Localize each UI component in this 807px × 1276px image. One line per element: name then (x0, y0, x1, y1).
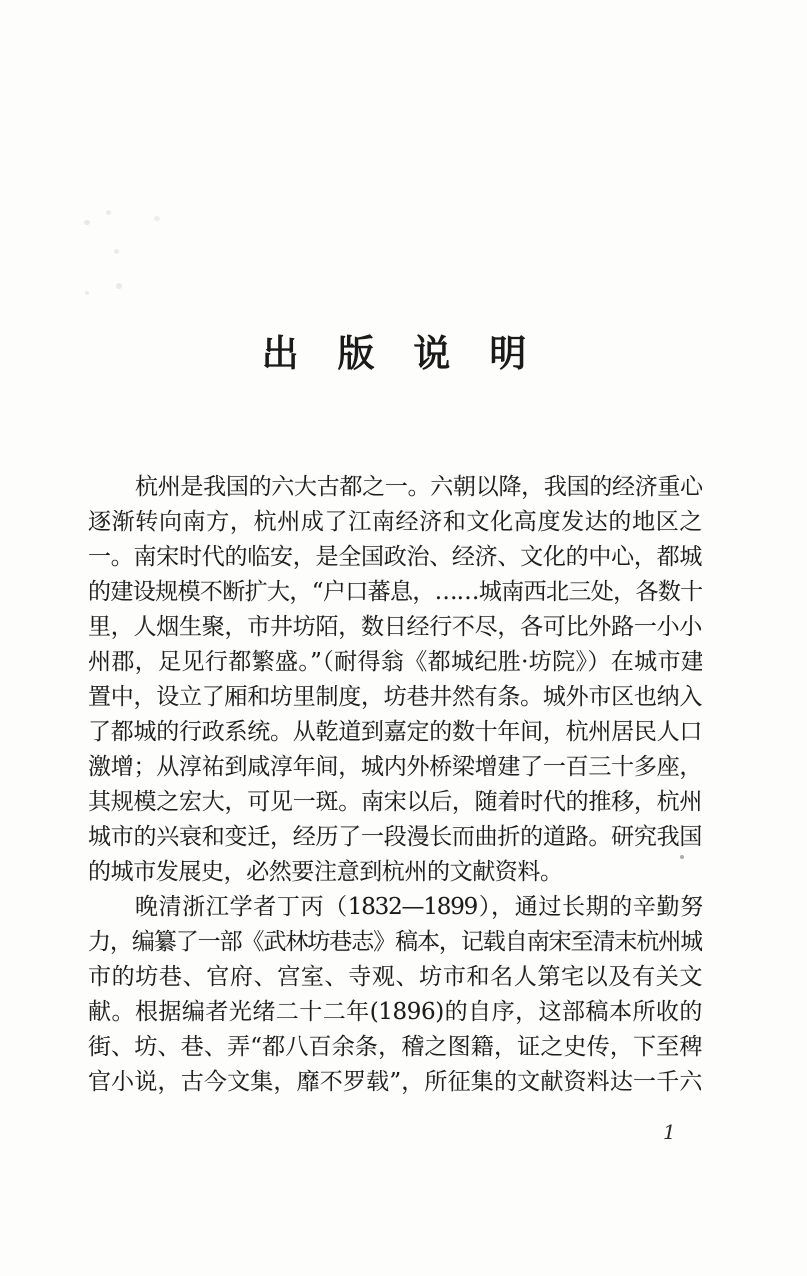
page-title: 出 版 说 明 (261, 330, 529, 375)
text-line: 晚清浙江学者丁丙（1832—1899），通过长期的辛勤努 (135, 894, 702, 920)
scan-speck (114, 249, 119, 254)
text-line: 献。根据编者光绪二十二年(1896)的自序，这部稿本所收的 (88, 999, 702, 1025)
scan-speck (106, 210, 111, 215)
page-number: 1 (663, 1120, 676, 1144)
text-line: 逐渐转向南方，杭州成了江南经济和文化高度发达的地区之 (88, 509, 702, 535)
text-line: 激增；从淳祐到咸淳年间，城内外桥梁增建了一百三十多座， (88, 754, 702, 780)
text-line: 州郡，足见行都繁盛。”（耐得翁《都城纪胜·坊院》）在城市建 (88, 649, 702, 675)
text-line: 的城市发展史，必然要注意到杭州的文献资料。 (88, 859, 563, 885)
text-line: 一。南宋时代的临安，是全国政治、经济、文化的中心，都城 (88, 544, 702, 570)
text-line: 置中，设立了厢和坊里制度，坊巷井然有条。城外市区也纳入 (88, 684, 702, 710)
text-line: 街、坊、巷、弄“都八百余条，稽之图籍，证之史传，下至稗 (88, 1034, 702, 1060)
text-line: 里，人烟生聚，市井坊陌，数日经行不尽，各可比外路一小小 (88, 614, 702, 640)
text-line: 杭州是我国的六大古都之一。六朝以降，我国的经济重心 (135, 474, 702, 500)
text-line: 其规模之宏大，可见一斑。南宋以后，随着时代的推移，杭州 (88, 789, 702, 815)
text-line: 市的坊巷、官府、宫室、寺观、坊市和名人第宅以及有关文 (88, 964, 702, 990)
body-text (88, 470, 702, 1100)
scan-speck (154, 216, 160, 221)
text-line: 官小说，古今文集，靡不罗载”，所征集的文献资料达一千六 (88, 1069, 702, 1095)
text-line: 的建设规模不断扩大，“户口蕃息，……城南西北三处，各数十 (88, 579, 702, 605)
scan-speck (116, 283, 122, 289)
text-line: 力，编纂了一部《武林坊巷志》稿本，记载自南宋至清末杭州城 (88, 929, 702, 955)
scan-speck (85, 291, 89, 295)
scan-speck (84, 220, 90, 225)
text-line: 了都城的行政系统。从乾道到嘉定的数十年间，杭州居民人口 (88, 719, 702, 745)
text-line: 城市的兴衰和变迁，经历了一段漫长而曲折的道路。研究我国 (88, 824, 702, 850)
